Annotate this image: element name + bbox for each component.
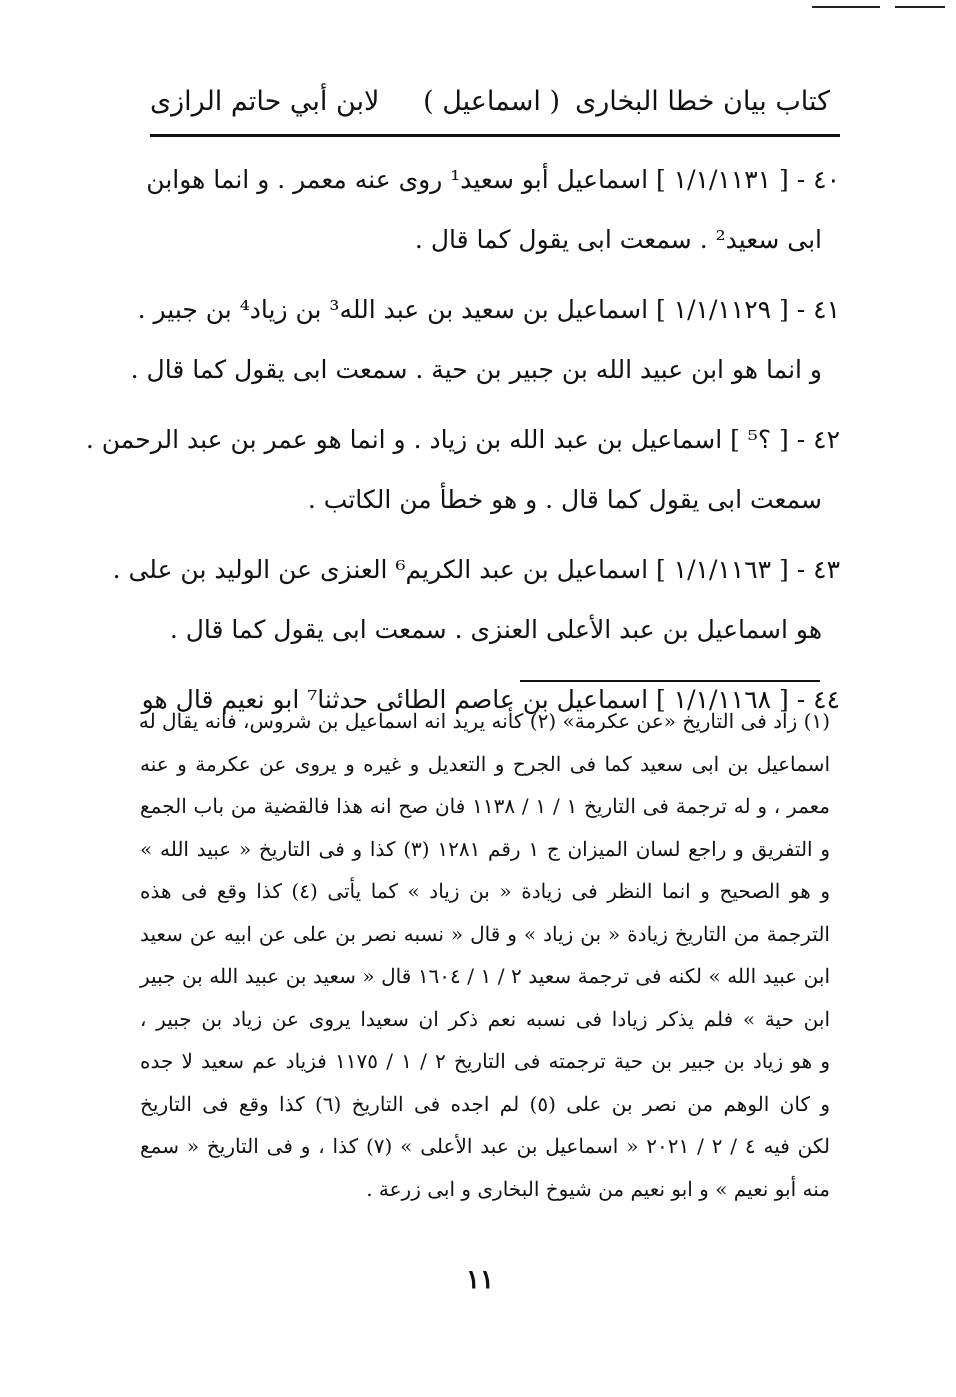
running-header — [150, 78, 830, 126]
footnotes — [140, 700, 830, 1210]
entry-line: ٤٠ - [ ١/١/١١٣١ ] اسماعيل أبو سعيد¹ روى عنه معمر . و انما هوابن — [146, 165, 840, 194]
footnote-line: (١) زاد فى التاريخ «عن عكرمة» (٢) كأنه يريد انه اسماعيل بن شروس، فانه يقال له — [138, 709, 830, 733]
entry-line: و انما هو ابن عبيد الله بن جبير بن حية . سمعت ابى يقول كما قال . — [130, 355, 822, 384]
entry-42 — [85, 410, 840, 530]
footnote-line: و هو الصحيح و انما النظر فى زيادة « بن زياد » كما يأتى (٤) كذا وقع فى هذه — [140, 879, 830, 903]
footnote-line: ابن عبيد الله » لكنه فى ترجمة سعيد ٢ / ١ / ١٦٠٤ قال « سعيد بن عبيد الله بن جبير — [140, 964, 831, 988]
footnote-line: الترجمة من التاريخ زيادة « بن زياد » و قال « نسبه نصر بن على عن ابيه عن سعيد — [140, 921, 830, 946]
footnote-line: و كان الوهم من نصر بن على (٥) لم اجده فى التاريخ (٦) كذا وقع فى التاريخ — [140, 1091, 830, 1116]
footnote-line: لكن فيه ٤ / ٢ / ٢٠٢١ « اسماعيل بن عبد الأعلى » (٧) كذا ، و فى التاريخ « سمع — [140, 1134, 831, 1158]
entry-line: ٤١ - [ ١/١/١١٢٩ ] اسماعيل بن سعيد بن عبد الله³ بن زياد⁴ بن جبير . — [137, 295, 840, 324]
entry-line: ٤٢ - [ ؟⁵ ] اسماعيل بن عبد الله بن زياد . و انما هو عمر بن عبد الرحمن . — [85, 425, 840, 454]
entry-line: ٤٤ - [ ١/١/١١٦٨ ] اسماعيل بن عاصم الطائى حدثنا⁷ ابو نعيم قال هو — [141, 685, 840, 714]
footnote-line: منه أبو نعيم » و ابو نعيم من شيوخ البخارى و ابى زرعة . — [366, 1176, 830, 1201]
entry-line: هو اسماعيل بن عبد الأعلى العنزى . سمعت ابى يقول كما قال . — [169, 615, 822, 644]
entry-line: ٤٣ - [ ١/١/١١٦٣ ] اسماعيل بن عبد الكريم⁶ العنزى عن الوليد بن على . — [112, 555, 840, 584]
top-edge-rule — [895, 6, 945, 8]
footnote-line: معمر ، و له ترجمة فى التاريخ ١ / ١ / ١١٣٨ فان صح انه هذا فالقضية من باب الجمع — [140, 794, 830, 818]
page-number: ١١ — [466, 1265, 494, 1295]
entry-line: ابى سعيد² . سمعت ابى يقول كما قال . — [414, 225, 822, 254]
header-author: لابن أبي حاتم الرازى — [150, 86, 380, 117]
header-entry-name: ( اسماعيل ) — [423, 86, 560, 117]
footnote-line: اسماعيل بن ابى سعيد كما فى الجرح و التعديل و غيره و يروى عن عكرمة و عنه — [140, 751, 830, 776]
entry-40 — [146, 150, 840, 270]
entry-41 — [130, 280, 840, 400]
header-rule — [150, 134, 840, 137]
entry-line: سمعت ابى يقول كما قال . و هو خطأ من الكاتب . — [307, 485, 822, 514]
header-book-title: كتاب بيان خطا البخارى — [575, 86, 830, 117]
footnote-line: و هو زياد بن جبير بن حية ترجمته فى التاريخ ٢ / ١ / ١١٧٥ فزياد عم سعيد لا جده — [140, 1049, 831, 1073]
footnote-line: و التفريق و راجع لسان الميزان ج ١ رقم ١٢٨١ (٣) كذا و فى التاريخ « عبيد الله » — [140, 836, 831, 861]
entries-list — [85, 150, 840, 740]
top-edge-rule — [812, 6, 880, 8]
entry-43 — [112, 540, 840, 660]
footnote-separator — [520, 680, 820, 682]
footnote-line: ابن حية » فلم يذكر زيادا فى نسبه نعم ذكر ان سعيدا يروى عن زياد بن جبير ، — [140, 1006, 830, 1031]
